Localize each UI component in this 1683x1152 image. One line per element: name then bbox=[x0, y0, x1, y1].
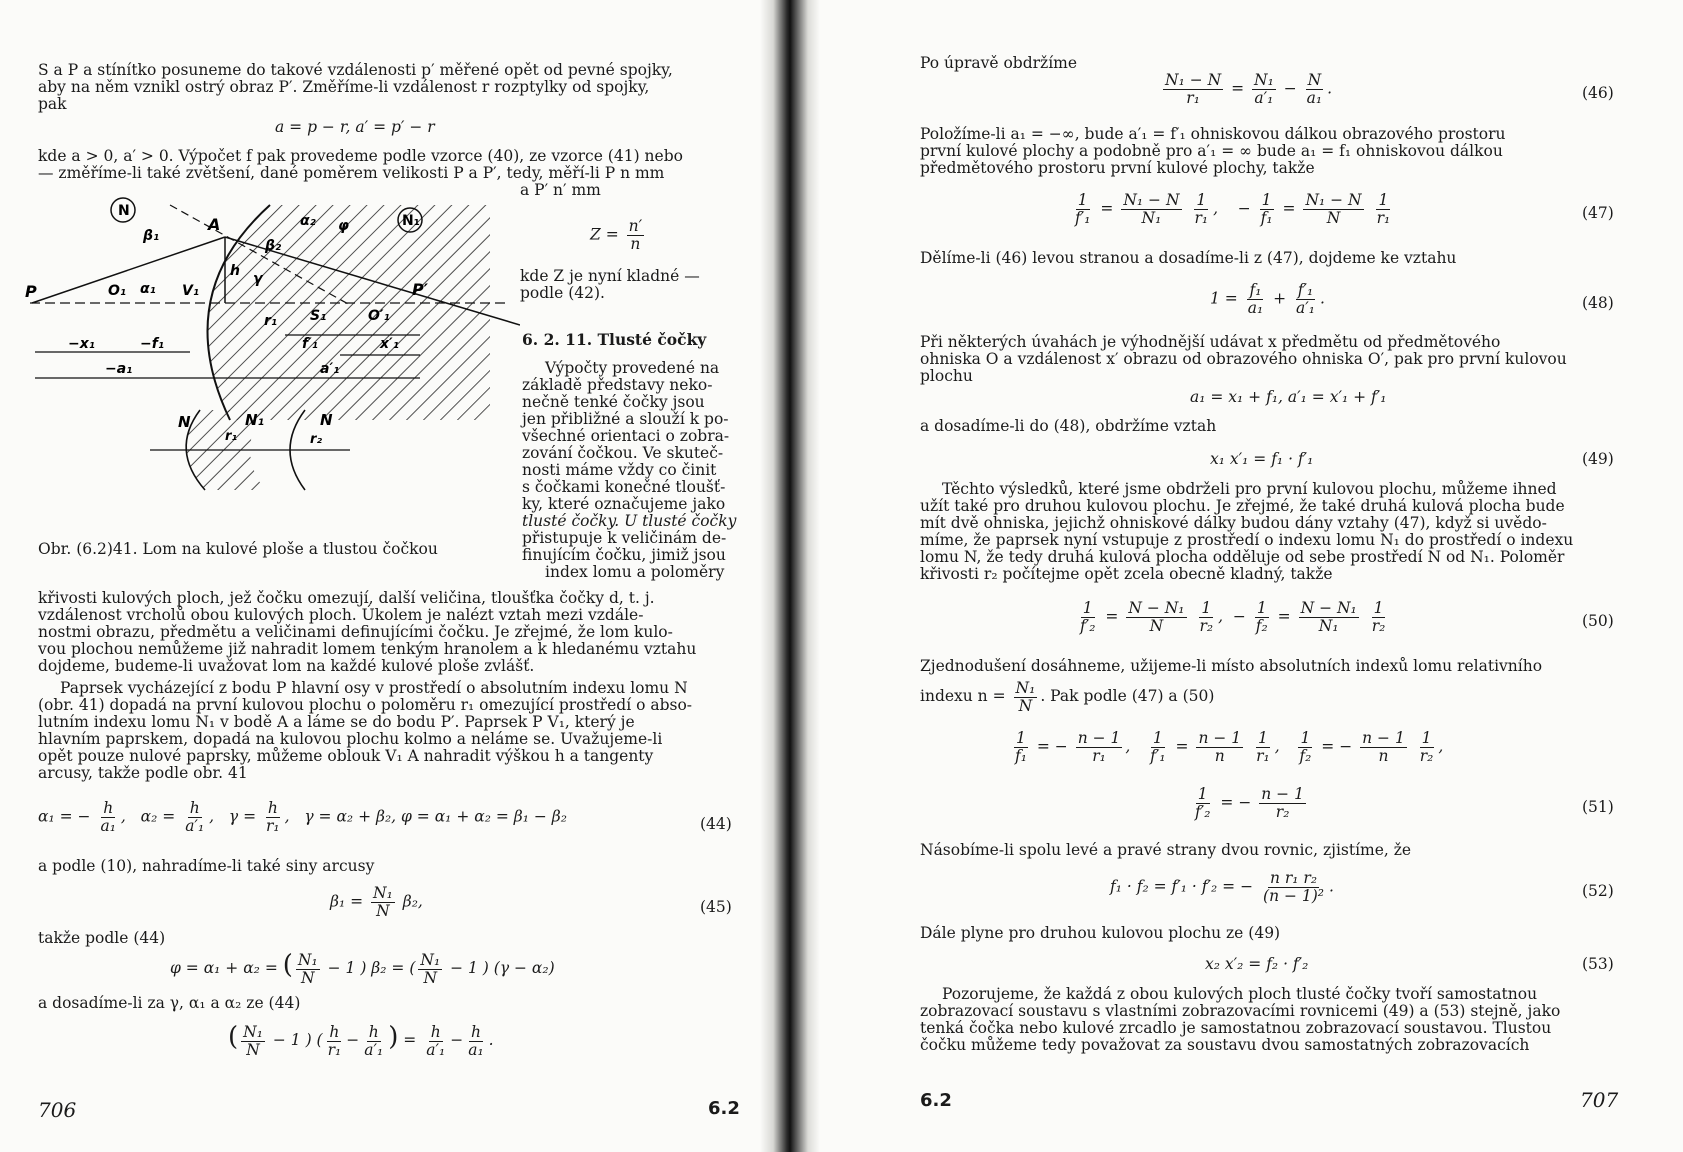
eq44-gamma: γ = bbox=[228, 807, 257, 826]
frac-den: r₁ bbox=[1194, 209, 1209, 227]
frac-num: 1 bbox=[1257, 729, 1268, 747]
index-fraction bbox=[1014, 680, 1038, 715]
frac-den: r₁ bbox=[1376, 209, 1391, 227]
text-line: — změříme-li také zvětšení, dané poměrem velikosti P a P′, tedy, měří-li P n mm bbox=[38, 164, 665, 182]
eqphi-frac1 bbox=[296, 952, 320, 987]
frac-num: 1 bbox=[1196, 191, 1207, 209]
eq51-f1 bbox=[1013, 730, 1029, 765]
eq51-f9 bbox=[1193, 786, 1212, 821]
frac-den: N bbox=[301, 968, 315, 987]
frac-den: f′₂ bbox=[1195, 803, 1211, 821]
text-line: zování čočkou. Ve skuteč- bbox=[522, 444, 724, 462]
text-line: Při některých úvahách je výhodnější udávat x předmětu od předmětového bbox=[920, 333, 1501, 351]
frac-num: n − 1 bbox=[1362, 729, 1405, 747]
label-r1: r₁ bbox=[264, 313, 278, 329]
eqf-frac5 bbox=[466, 1024, 485, 1059]
text-line: lutním indexu lomu N₁ v bodě A a láme se do bodu P′. Paprsek P V₁, který je bbox=[38, 713, 635, 731]
equation-z bbox=[590, 218, 647, 253]
text-line: arcusy, takže podle obr. 41 bbox=[38, 764, 248, 782]
eqf-frac3 bbox=[362, 1024, 385, 1059]
eqf-frac4 bbox=[424, 1024, 447, 1059]
eqphi-lhs: φ = α₁ + α₂ = bbox=[170, 959, 278, 977]
text-line: aby na něm vznikl ostrý obraz P′. Změříme-li vzdálenost r rozptylky od spojky, bbox=[38, 78, 650, 96]
eq44-alpha1: α₁ = − bbox=[38, 807, 91, 826]
frac-num: h bbox=[430, 1022, 441, 1041]
text-line: předmětového prostoru první kulové plochy, takže bbox=[920, 159, 1315, 177]
eq51-f4 bbox=[1196, 730, 1243, 765]
frac-den: r₂ bbox=[1419, 747, 1434, 765]
eq51-f7 bbox=[1360, 730, 1407, 765]
frac-den: N bbox=[423, 968, 438, 987]
section-mark-left: 6.2 bbox=[708, 1098, 740, 1119]
frac-num: N₁ bbox=[373, 884, 393, 902]
frac-num: h bbox=[329, 1022, 340, 1041]
label-ma1: −a₁ bbox=[105, 361, 133, 377]
frac-den: N bbox=[376, 902, 390, 920]
frac-num: 1 bbox=[1373, 599, 1384, 617]
frac-den: r₁ bbox=[327, 1040, 342, 1059]
eq50-f6 bbox=[1370, 600, 1388, 635]
frac-den: a′₁ bbox=[1254, 89, 1274, 107]
frac-den: f′₂ bbox=[1080, 617, 1096, 635]
eq50-f5 bbox=[1299, 600, 1359, 635]
text-line: plochu bbox=[920, 367, 973, 385]
eq44-frac3 bbox=[264, 800, 282, 835]
eq47-f4 bbox=[1259, 192, 1275, 227]
equation-51a: $\frac{1}{\text{f₁}}$ = − $\frac{n - 1}{\text{r₁}}$ , $\frac{1}{\text{f′₁}}$ = $\frac{n - 1}{n}$ $\frac{1}{\text{r₁}}$ , $\frac{1}{\text{f₂}}$ = − $\frac{n - 1}{n}$ $\frac{1}{\text{r₂}}$ , bbox=[1015, 729, 1444, 765]
eqphi-end: − 1 ) (γ − α₂) bbox=[450, 959, 555, 977]
frac-den: n bbox=[1378, 747, 1389, 765]
eq44-rest: γ = α₂ + β₂, φ = α₁ + α₂ = β₁ − β₂ bbox=[304, 807, 567, 826]
text-line: Pozorujeme, že každá z obou kulových ploch tlusté čočky tvoří samostatnou bbox=[942, 985, 1538, 1003]
text-line: podle (42). bbox=[520, 284, 605, 302]
frac-den: a′₁ bbox=[185, 817, 205, 835]
eq46-frac3 bbox=[1305, 72, 1324, 107]
frac-num: N₁ bbox=[420, 950, 441, 969]
text-line: mít dvě ohniska, jejichž ohniskové dálky budou dány vztahy (47), když si uvědo- bbox=[920, 514, 1547, 532]
text-line: nostmi obrazu, předmětu a veličinami definujícími čočku. Je zřejmé, že lom kulo- bbox=[38, 623, 673, 641]
text-line: nečně tenké čočky jsou bbox=[522, 393, 705, 411]
eq46-frac1 bbox=[1163, 72, 1223, 107]
frac-num: h bbox=[103, 799, 114, 817]
frac-den: r₁ bbox=[266, 817, 280, 835]
label-gamma: γ bbox=[253, 271, 263, 287]
label-beta1: β₁ bbox=[143, 228, 160, 244]
frac-num: n − 1 bbox=[1261, 785, 1304, 803]
equation-46: $\frac{\text{N₁ − N}}{\text{r₁}}$ = $\frac{\text{N₁}}{\text{a′₁}}$ − $\frac{N}{\text{a₁}}$ . bbox=[1165, 71, 1333, 107]
frac-num: 1 bbox=[1082, 599, 1093, 617]
eq51-f3 bbox=[1148, 730, 1167, 765]
frac-den: N₁ bbox=[1318, 617, 1339, 635]
frac-num: 1 bbox=[1300, 729, 1311, 747]
eq52-frac bbox=[1261, 870, 1326, 905]
book-gutter bbox=[760, 0, 820, 1152]
text-line: čočku můžeme tedy považovat za soustavu dvou samostatných zobrazovacích bbox=[920, 1036, 1530, 1054]
text-line: index lomu a poloměry bbox=[545, 563, 725, 581]
text-line: Výpočty provedené na bbox=[545, 359, 720, 377]
frac-den: (n − 1)² bbox=[1263, 887, 1325, 905]
eq47-f1 bbox=[1073, 192, 1092, 227]
frac-den: a₁ bbox=[1247, 299, 1264, 317]
frac-den: f₁ bbox=[1015, 747, 1027, 765]
frac-den: a₁ bbox=[100, 817, 116, 835]
text-line: takže podle (44) bbox=[38, 929, 166, 947]
equation-number-45: (45) bbox=[700, 898, 732, 916]
equation-48: 1 = $\frac{\text{f₁}}{\text{a₁}}$ + $\frac{\text{f′₁}}{\text{a′₁}}$ . bbox=[1210, 281, 1325, 317]
equation-number-53: (53) bbox=[1582, 955, 1614, 973]
label-mf1: −f₁ bbox=[140, 336, 164, 352]
text-line-relative-index bbox=[920, 678, 1214, 715]
eq44-frac2 bbox=[183, 800, 206, 835]
text-line: užít také pro druhou kulovou plochu. Je zřejmé, že také druhá kulová plocha bude bbox=[920, 497, 1565, 515]
label-S1: S₁ bbox=[310, 308, 327, 324]
label-beta2: β₂ bbox=[265, 238, 282, 254]
z-fraction bbox=[627, 218, 645, 253]
label-mx1: −x₁ bbox=[68, 336, 95, 352]
frac-num: N bbox=[1307, 71, 1322, 89]
equation-44: α₁ = − $\frac{h}{\text{a₁}}$ , α₂ = $\frac{h}{\text{a′₁}}$ , γ = $\frac{h}{\text{r₁}}$ , γ = α₂ + β₂, φ = α₁ + α₂ = β₁ − β₂ bbox=[38, 799, 567, 835]
label-N: N bbox=[118, 203, 130, 219]
frac-den: f₂ bbox=[1299, 747, 1312, 765]
frac-den: r₂ bbox=[1275, 803, 1290, 821]
equation-51b: $\frac{1}{\text{f′₂}}$ = − $\frac{n - 1}{\text{r₂}}$ bbox=[1195, 785, 1304, 821]
equation-52: f₁ · f₂ = f′₁ · f′₂ = − $\frac{\text{n r₁ r₂}}{\text{(n − 1)²}}$ . bbox=[1110, 869, 1334, 905]
text-line: přistupuje k veličinám de- bbox=[522, 529, 727, 547]
label-h: h bbox=[230, 263, 240, 279]
label-f1p: f′₁ bbox=[302, 336, 318, 352]
eq51-f5 bbox=[1254, 730, 1272, 765]
eq51-f6 bbox=[1297, 730, 1313, 765]
text-fragment: indexu n = bbox=[920, 687, 1006, 705]
label-O1: O₁ bbox=[108, 283, 127, 299]
frac-num: f₁ bbox=[1249, 281, 1262, 299]
text-line: všechné orientaci o zobra- bbox=[522, 427, 730, 445]
text-line: a dosadíme-li za γ, α₁ a α₂ ze (44) bbox=[38, 994, 301, 1012]
frac-den: N bbox=[246, 1040, 260, 1059]
frac-den: f₂ bbox=[1255, 617, 1268, 635]
text-line: nosti máme vždy co činit bbox=[522, 461, 717, 479]
eq50-f3 bbox=[1197, 600, 1215, 635]
frac-den: a′₁ bbox=[1296, 299, 1315, 317]
eqf-frac1 bbox=[241, 1024, 265, 1059]
frac-num: n r₁ r₂ bbox=[1269, 869, 1318, 887]
eq46-frac2 bbox=[1252, 72, 1276, 107]
section-heading: 6. 2. 11. Tlusté čočky bbox=[522, 330, 707, 349]
text-line: vzdálenost vrcholů obou kulových ploch. Úkolem je nalézt vztah mezi vzdále- bbox=[38, 606, 644, 624]
frac-den: a₁ bbox=[1306, 89, 1323, 107]
equation-45 bbox=[330, 885, 423, 920]
lens-label-N: N bbox=[178, 413, 191, 431]
label-V1: V₁ bbox=[182, 283, 199, 299]
text-line: a P′ n′ mm bbox=[520, 181, 601, 199]
text-line: Položíme-li a₁ = −∞, bude a′₁ = f′₁ ohniskovou dálkou obrazového prostoru bbox=[920, 125, 1506, 143]
z-numerator: n′ bbox=[628, 217, 643, 235]
frac-den: n bbox=[1214, 747, 1225, 765]
label-alpha2: α₂ bbox=[300, 213, 316, 229]
frac-den: a₁ bbox=[468, 1040, 484, 1059]
text-line: základě představy neko- bbox=[522, 376, 713, 394]
eq51-f10 bbox=[1259, 786, 1306, 821]
eq47-f3 bbox=[1192, 192, 1210, 227]
text-line: hlavním paprskem, dopadá na kulovou plochu kolmo a neláme se. Uvažujeme-li bbox=[38, 730, 663, 748]
section-mark-right: 6.2 bbox=[920, 1090, 952, 1111]
eq44-frac1 bbox=[98, 800, 117, 835]
text-line: Těchto výsledků, které jsme obdrželi pro první kulovou plochu, můžeme ihned bbox=[942, 480, 1557, 498]
page-number-left: 706 bbox=[38, 1098, 77, 1122]
eq51-f2 bbox=[1076, 730, 1123, 765]
frac-num: h bbox=[267, 799, 278, 817]
frac-num: f′₁ bbox=[1297, 281, 1314, 299]
text-line: opět pouze nulové paprsky, můžeme oblouk V₁ A nahradit výškou h a tangenty bbox=[38, 747, 654, 765]
text-line: jen přibližné a slouží k po- bbox=[522, 410, 729, 428]
frac-num: N₁ bbox=[243, 1022, 263, 1041]
frac-num: 1 bbox=[1201, 599, 1212, 617]
page-number-right: 707 bbox=[1580, 1088, 1619, 1112]
text-fragment: . Pak podle (47) a (50) bbox=[1040, 687, 1215, 705]
frac-den: a′₁ bbox=[364, 1040, 384, 1059]
frac-den: N bbox=[1018, 696, 1033, 715]
text-line: tenká čočka nebo kulové zrcadlo je samostatnou zobrazovací soustavou. Tlustou bbox=[920, 1019, 1552, 1037]
frac-num: N₁ − N bbox=[1165, 71, 1222, 89]
eqf-mid: − 1 ) ( bbox=[272, 1031, 323, 1049]
text-line: kde a > 0, a′ > 0. Výpočet f pak provedeme podle vzorce (40), ze vzorce (41) nebo bbox=[38, 147, 683, 165]
label-x1p: x′₁ bbox=[380, 336, 399, 352]
text-line: první kulové plochy a podobně pro a′₁ = ∞ bude a₁ = f₁ ohniskovou dálkou bbox=[920, 142, 1503, 160]
text-line: Paprsek vycházející z bodu P hlavní osy v prostředí o absolutním indexu lomu N bbox=[60, 679, 688, 697]
text-line: křivosti r₂ počítejme opět zcela obecně kladný, takže bbox=[920, 565, 1333, 583]
text-line: ky, které označujeme jako bbox=[522, 495, 726, 513]
text-line: kde Z je nyní kladné — bbox=[520, 267, 700, 285]
label-N1: N₁ bbox=[402, 213, 420, 229]
text-line: Po úpravě obdržíme bbox=[920, 54, 1078, 72]
equation-number-47: (47) bbox=[1582, 204, 1614, 222]
lens-label-N2: N bbox=[320, 411, 333, 429]
eq47-f5 bbox=[1303, 192, 1363, 227]
label-Pp: P′ bbox=[412, 280, 428, 299]
equation-number-52: (52) bbox=[1582, 882, 1614, 900]
equation-number-51: (51) bbox=[1582, 798, 1614, 816]
text-line: a podle (10), nahradíme-li také siny arcusy bbox=[38, 857, 375, 875]
text-line: S a P a stínítko posuneme do takové vzdálenosti p′ měřené opět od pevné spojky, bbox=[38, 61, 673, 79]
equation-a: a = p − r, a′ = p′ − r bbox=[275, 118, 435, 136]
frac-num: N₁ − N bbox=[1123, 191, 1180, 209]
text-line: vou plochou nemůžeme již nahradit lomem tenkým hranolem a k hledanému vztahu bbox=[38, 640, 697, 658]
label-P: P bbox=[25, 282, 37, 301]
text-line: (obr. 41) dopadá na první kulovou plochu o poloměru r₁ omezující prostředí o abso- bbox=[38, 696, 693, 714]
eq51-f8 bbox=[1418, 730, 1436, 765]
frac-num: N₁ − N bbox=[1305, 191, 1362, 209]
frac-den: r₂ bbox=[1371, 617, 1386, 635]
frac-num: N₁ bbox=[297, 950, 318, 969]
frac-num: 1 bbox=[1261, 191, 1272, 209]
eq44-alpha2: α₂ = bbox=[140, 807, 176, 826]
text-line: Dále plyne pro druhou kulovou plochu ze (49) bbox=[920, 924, 1281, 942]
frac-num: 1 bbox=[1016, 729, 1026, 747]
eq48-f2 bbox=[1294, 282, 1317, 317]
frac-den: f′₁ bbox=[1075, 209, 1091, 227]
equation-49: x₁ x′₁ = f₁ · f′₁ bbox=[1210, 450, 1314, 468]
frac-num: 1 bbox=[1197, 785, 1208, 803]
label-alpha1: α₁ bbox=[140, 281, 156, 297]
eq52-lhs: f₁ · f₂ = f′₁ · f′₂ = − bbox=[1110, 877, 1254, 896]
eq50-f4 bbox=[1254, 600, 1270, 635]
frac-num: h bbox=[368, 1022, 379, 1041]
equation-phi: φ = α₁ + α₂ = ( $\frac{\text{N₁}}{N}$ − 1 ) β₂ = ( $\frac{\text{N₁}}{N}$ − 1 ) (γ − α₂) bbox=[170, 950, 555, 987]
equation-number-49: (49) bbox=[1582, 450, 1614, 468]
equation-number-46: (46) bbox=[1582, 84, 1614, 102]
text-line: a dosadíme-li do (48), obdržíme vztah bbox=[920, 417, 1217, 435]
equation-47: $\frac{1}{\text{f′₁}}$ = $\frac{\text{N₁ − N}}{\text{N₁}}$ $\frac{1}{\text{r₁}}$ , − $\frac{1}{\text{f₁}}$ = $\frac{\text{N₁ − N}}{N}$ $\frac{1}{\text{r₁}}$ bbox=[1075, 191, 1391, 227]
eq45-frac bbox=[371, 885, 395, 920]
lens-label-r1: r₁ bbox=[225, 429, 238, 444]
equation-50: $\frac{1}{\text{f′₂}}$ = $\frac{\text{N − N₁}}{N}$ $\frac{1}{\text{r₂}}$ , − $\frac{1}{\text{f₂}}$ = $\frac{\text{N − N₁}}{\text{N₁}}$ $\frac{1}{\text{r₂}}$ bbox=[1080, 599, 1386, 635]
label-a1p: a′₁ bbox=[320, 361, 340, 377]
frac-den: a′₁ bbox=[426, 1040, 446, 1059]
text-line: dojdeme, budeme-li uvažovat lom na každé kulové ploše zvlášť. bbox=[38, 657, 535, 675]
text-line: finujícím čočku, jimiž jsou bbox=[522, 546, 726, 564]
text-line: Násobíme-li spolu levé a pravé strany dvou rovnic, zjistíme, že bbox=[920, 841, 1412, 859]
text-line: Dělíme-li (46) levou stranou a dosadíme-li z (47), dojdeme ke vztahu bbox=[920, 249, 1457, 267]
frac-den: r₁ bbox=[1256, 747, 1270, 765]
text-line: Zjednodušení dosáhneme, užijeme-li místo absolutních indexů lomu relativního bbox=[920, 657, 1543, 675]
text-line: křivosti kulových ploch, jež čočku omezují, další veličina, tloušťka čočky d, t. j. bbox=[38, 589, 655, 607]
frac-num: h bbox=[189, 799, 200, 817]
frac-num: N − N₁ bbox=[1300, 599, 1357, 617]
equation-final: ( $\frac{\text{N₁}}{N}$ − 1 ) ( $\frac{h}{\text{r₁}}$ − $\frac{h}{\text{a′₁}}$ ) = $\frac{h}{\text{a′₁}}$ − $\frac{h}{\text{a₁}}$ . bbox=[228, 1022, 494, 1059]
eq48-f1 bbox=[1246, 282, 1265, 317]
frac-num: N − N₁ bbox=[1128, 599, 1185, 617]
frac-num: n − 1 bbox=[1077, 729, 1121, 747]
frac-den: f′₁ bbox=[1150, 747, 1166, 765]
equation-number-50: (50) bbox=[1582, 612, 1614, 630]
text-line: tlusté čočky. U tlusté čočky bbox=[522, 512, 737, 530]
eq47-f6 bbox=[1375, 192, 1393, 227]
eq45-rhs: β₂, bbox=[402, 892, 423, 911]
frac-den: N bbox=[1149, 617, 1164, 635]
eqf-frac2 bbox=[326, 1024, 344, 1059]
left-page bbox=[0, 0, 760, 1152]
frac-num: 1 bbox=[1378, 191, 1389, 209]
frac-num: 1 bbox=[1256, 599, 1267, 617]
figure-refraction-diagram bbox=[20, 195, 520, 550]
frac-num: n − 1 bbox=[1198, 729, 1242, 747]
label-A: A bbox=[208, 215, 221, 234]
equation-number-44: (44) bbox=[700, 815, 732, 833]
z-denominator: n bbox=[630, 235, 641, 253]
right-page bbox=[820, 0, 1683, 1152]
frac-num: 1 bbox=[1421, 729, 1432, 747]
equation-number-48: (48) bbox=[1582, 294, 1614, 312]
eq50-f2 bbox=[1126, 600, 1186, 635]
frac-den: r₁ bbox=[1092, 747, 1106, 765]
eq50-f1 bbox=[1078, 600, 1097, 635]
lens-label-N1: N₁ bbox=[245, 411, 265, 429]
text-line: pak bbox=[38, 95, 67, 113]
z-lhs: Z = bbox=[590, 225, 619, 244]
equation-x: a₁ = x₁ + f₁, a′₁ = x′₁ + f′₁ bbox=[1190, 388, 1387, 406]
frac-num: 1 bbox=[1152, 729, 1163, 747]
lens-label-r2: r₂ bbox=[310, 432, 323, 447]
frac-num: N₁ bbox=[1015, 678, 1036, 697]
text-line: míme, že paprsek nyní vstupuje z prostředí o indexu lomu N₁ do prostředí o indexu bbox=[920, 531, 1574, 549]
label-phi: φ bbox=[338, 218, 349, 234]
eq47-f2 bbox=[1121, 192, 1181, 227]
label-O1p: O′₁ bbox=[368, 308, 390, 324]
frac-den: f₁ bbox=[1260, 209, 1273, 227]
text-line: s čočkami konečné tloušť- bbox=[522, 478, 726, 496]
frac-den: N bbox=[1326, 209, 1341, 227]
frac-num: N₁ bbox=[1254, 71, 1274, 89]
frac-den: r₂ bbox=[1199, 617, 1214, 635]
eqphi-mid: − 1 ) β₂ = ( bbox=[327, 959, 416, 977]
equation-53: x₂ x′₂ = f₂ · f′₂ bbox=[1205, 955, 1309, 973]
frac-den: N₁ bbox=[1141, 209, 1162, 227]
figure-caption: Obr. (6.2)41. Lom na kulové ploše a tlustou čočkou bbox=[38, 540, 438, 558]
text-line: ohniska O a vzdálenost x′ obrazu od obrazového ohniska O′, pak pro první kulovou bbox=[920, 350, 1567, 368]
eqphi-frac2 bbox=[418, 952, 442, 987]
frac-num: 1 bbox=[1077, 191, 1088, 209]
text-line: zobrazovací soustavu s vlastními zobrazovacími rovnicemi (49) a (53) stejně, jako bbox=[920, 1002, 1561, 1020]
frac-num: h bbox=[470, 1022, 481, 1041]
text-line: lomu N, že tedy druhá kulová plocha odděluje od sebe prostředí N od N₁. Poloměr bbox=[920, 548, 1565, 566]
eq45-lhs: β₁ = bbox=[330, 892, 364, 911]
frac-den: r₁ bbox=[1186, 89, 1200, 107]
